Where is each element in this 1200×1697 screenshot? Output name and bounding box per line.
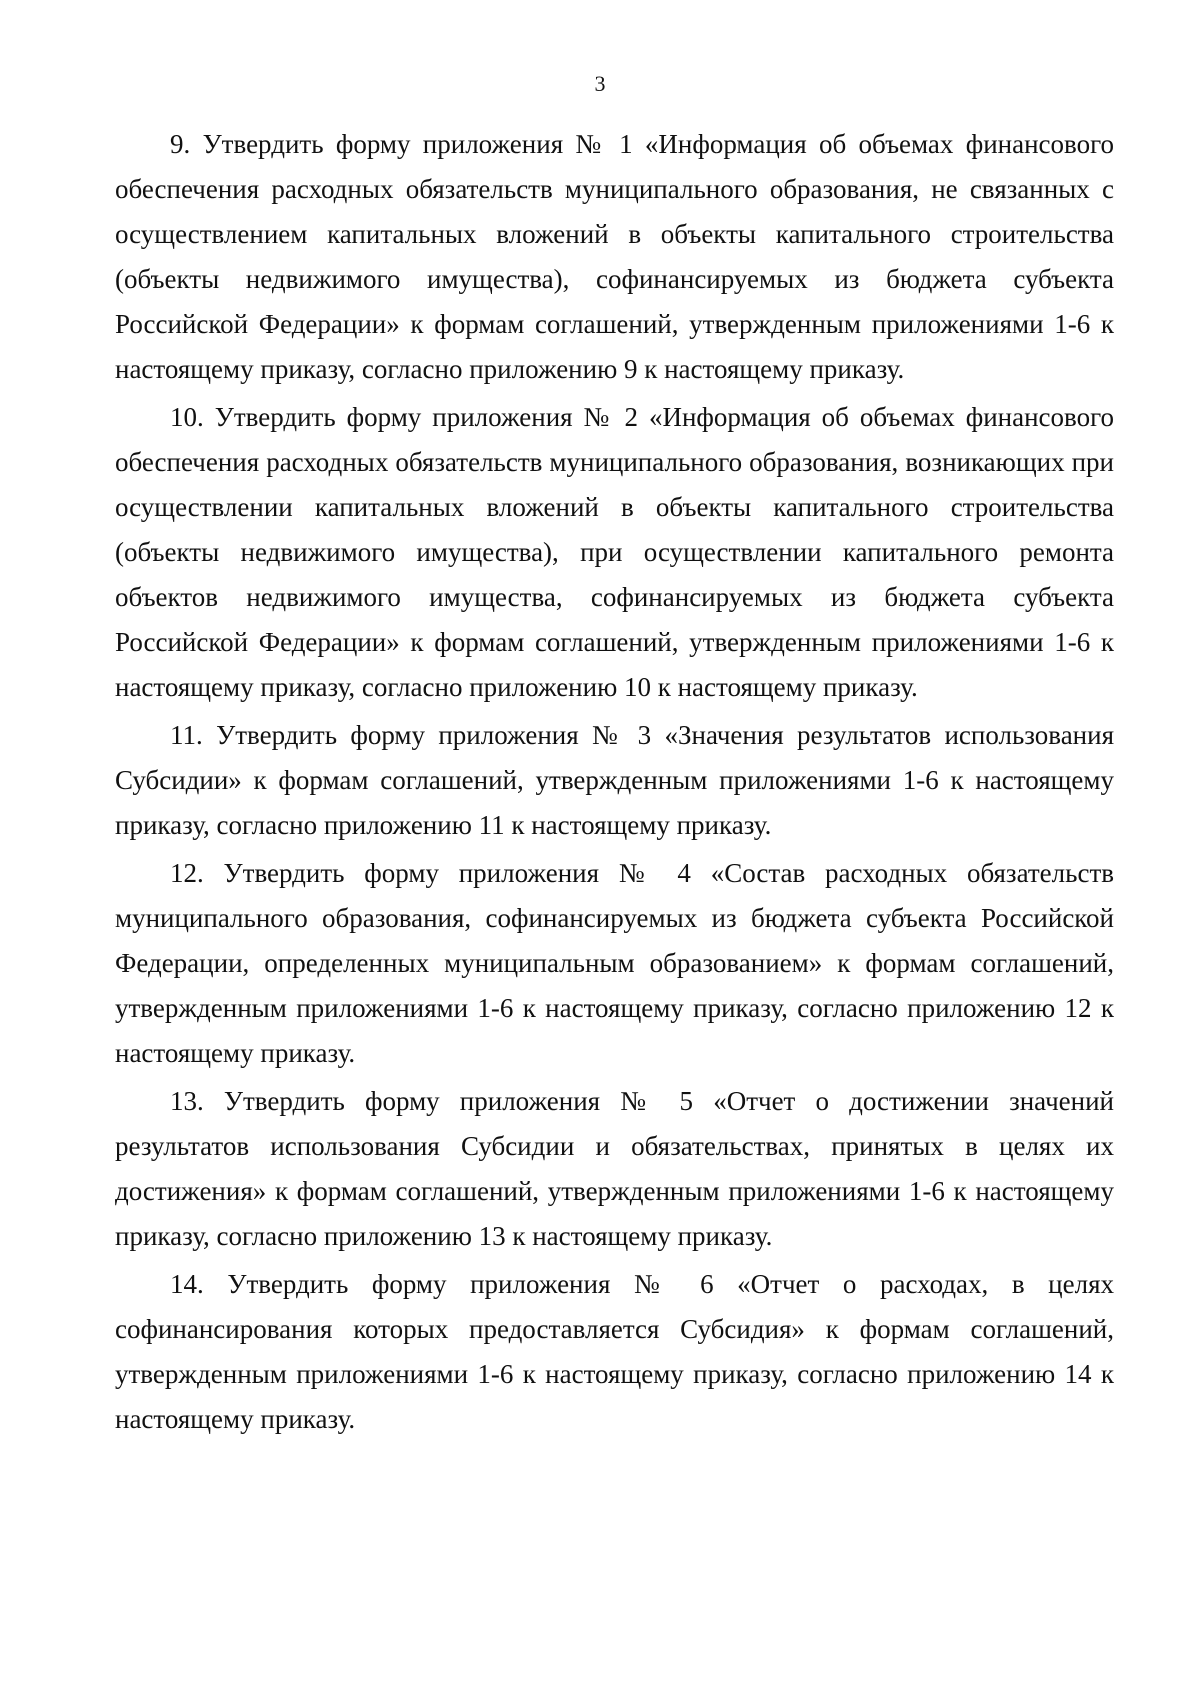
document-body — [115, 122, 1114, 1445]
page-number: 3 — [594, 71, 606, 96]
paragraph-item-13: 13. Утвердить форму приложения № 5 «Отчет о достижении значений результатов использования Субсидии и обязательствах, принятых в целях их достижения» к формам соглашений, утвержденным приложениями 1-6 к настоящему приказу, согласно приложению 13 к настоящему приказу. — [115, 1086, 1114, 1251]
paragraph-item-11: 11. Утвердить форму приложения № 3 «Значения результатов использования Субсидии» к формам соглашений, утвержденным приложениями 1-6 к настоящему приказу, согласно приложению 11 к настоящему приказу. — [115, 720, 1114, 840]
paragraph-item-14: 14. Утвердить форму приложения № 6 «Отчет о расходах, в целях софинансирования которых предоставляется Субсидия» к формам соглашений, утвержденным приложениями 1-6 к настоящему приказу, согласно приложению 14 к настоящему приказу. — [115, 1269, 1114, 1434]
paragraph-item-9: 9. Утвердить форму приложения № 1 «Информация об объемах финансового обеспечения расходных обязательств муниципального образования, не связанных с осуществлением капитальных вложений в объекты капитального строительства (объекты недвижимого имущества), софинансируемых из бюджета субъекта Российской Федерации» к формам соглашений, утвержденным приложениями 1-6 к настоящему приказу, согласно приложению 9 к настоящему приказу. — [115, 129, 1114, 384]
paragraph-item-10: 10. Утвердить форму приложения № 2 «Информация об объемах финансового обеспечения расходных обязательств муниципального образования, возникающих при осуществлении капитальных вложений в объекты капитального строительства (объекты недвижимого имущества), при осуществлении капитального ремонта объектов недвижимого имущества, софинансируемых из бюджета субъекта Российской Федерации» к формам соглашений, утвержденным приложениями 1-6 к настоящему приказу, согласно приложению 10 к настоящему приказу. — [115, 402, 1114, 702]
paragraph-item-12: 12. Утвердить форму приложения № 4 «Состав расходных обязательств муниципального образования, софинансируемых из бюджета субъекта Российской Федерации, определенных муниципальным образованием» к формам соглашений, утвержденным приложениями 1-6 к настоящему приказу, согласно приложению 12 к настоящему приказу. — [115, 858, 1114, 1068]
